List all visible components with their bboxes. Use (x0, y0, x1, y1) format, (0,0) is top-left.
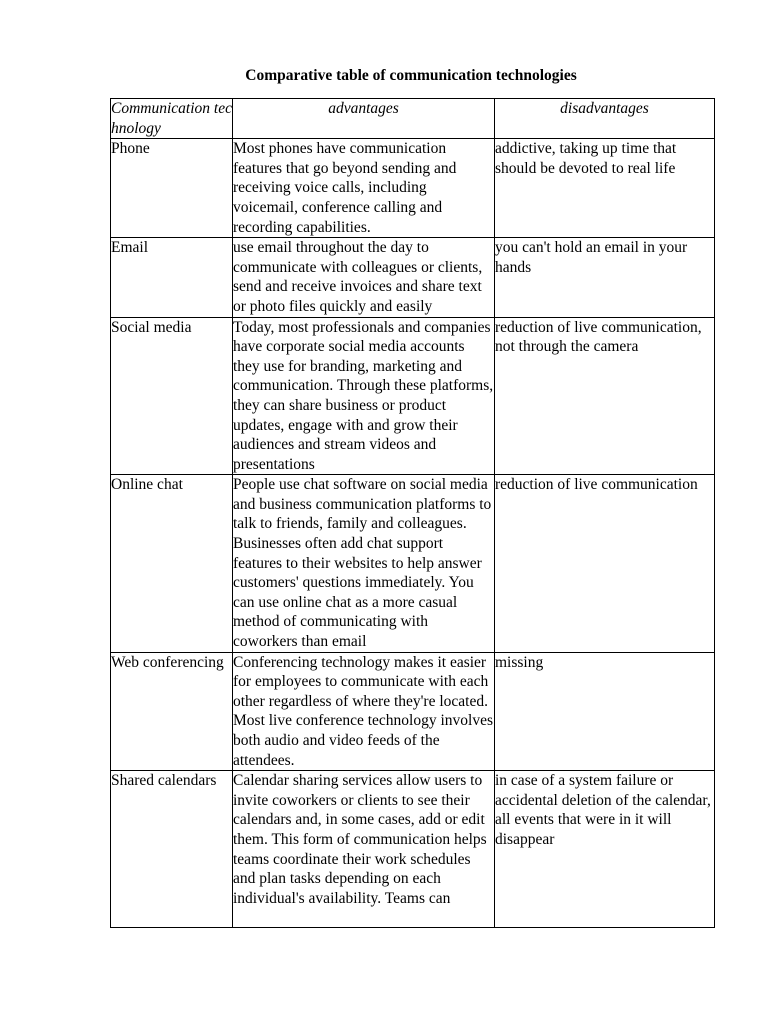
technology-name: Shared calendars (111, 771, 233, 928)
table-row-online-chat (111, 475, 715, 652)
technology-name: Web conferencing (111, 652, 233, 771)
advantages-cell: People use chat software on social media and business communication platforms to talk to friends, family and colleagues. Businesses often add chat support features to their websites to help answer customers' questions immediately. You can use online chat as a more casual method of communicating with coworkers than email (233, 475, 495, 652)
disadvantages-cell: you can't hold an email in your hands (495, 238, 715, 317)
disadvantages-cell: missing (495, 652, 715, 771)
advantages-cell: use email throughout the day to communicate with colleagues or clients, send and receive invoices and share text or photo files quickly and easily (233, 238, 495, 317)
technology-name: Email (111, 238, 233, 317)
column-header-technology: Communication technology (111, 99, 233, 139)
advantages-cell: Most phones have communication features that go beyond sending and receiving voice calls, including voicemail, conference calling and recording capabilities. (233, 139, 495, 238)
technology-name: Social media (111, 317, 233, 475)
document-title: Comparative table of communication technologies (245, 67, 577, 84)
table-row-phone (111, 139, 715, 238)
disadvantages-cell: reduction of live communication (495, 475, 715, 652)
advantages-cell: Conferencing technology makes it easier for employees to communicate with each other regardless of where they're located. Most live conference technology involves both audio and video feeds of the attendees. (233, 652, 495, 771)
table-row-web-conferencing (111, 652, 715, 771)
column-header-disadvantages: disadvantages (495, 99, 715, 139)
technology-name: Phone (111, 139, 233, 238)
table-header-row (111, 99, 715, 139)
comparison-table (110, 98, 715, 928)
table-row-social-media (111, 317, 715, 475)
table-row-email (111, 238, 715, 317)
technology-name: Online chat (111, 475, 233, 652)
disadvantages-cell: addictive, taking up time that should be devoted to real life (495, 139, 715, 238)
disadvantages-cell: reduction of live communication, not through the camera (495, 317, 715, 475)
advantages-text: Calendar sharing services allow users to invite coworkers or clients to see their calendars and, in some cases, add or edit them. This form of communication helps teams coordinate their work schedules and plan tasks depending on each individual's availability. Teams can (233, 772, 487, 907)
advantages-cell: Today, most professionals and companies have corporate social media accounts they use for branding, marketing and communication. Through these platforms, they can share business or product updates, engage with and grow their audiences and stream videos and presentations (233, 317, 495, 475)
table-row-shared-calendars (111, 771, 715, 928)
column-header-advantages: advantages (233, 99, 495, 139)
advantages-cell (233, 771, 495, 928)
disadvantages-cell: in case of a system failure or accidental deletion of the calendar, all events that were in it will disappear (495, 771, 715, 928)
